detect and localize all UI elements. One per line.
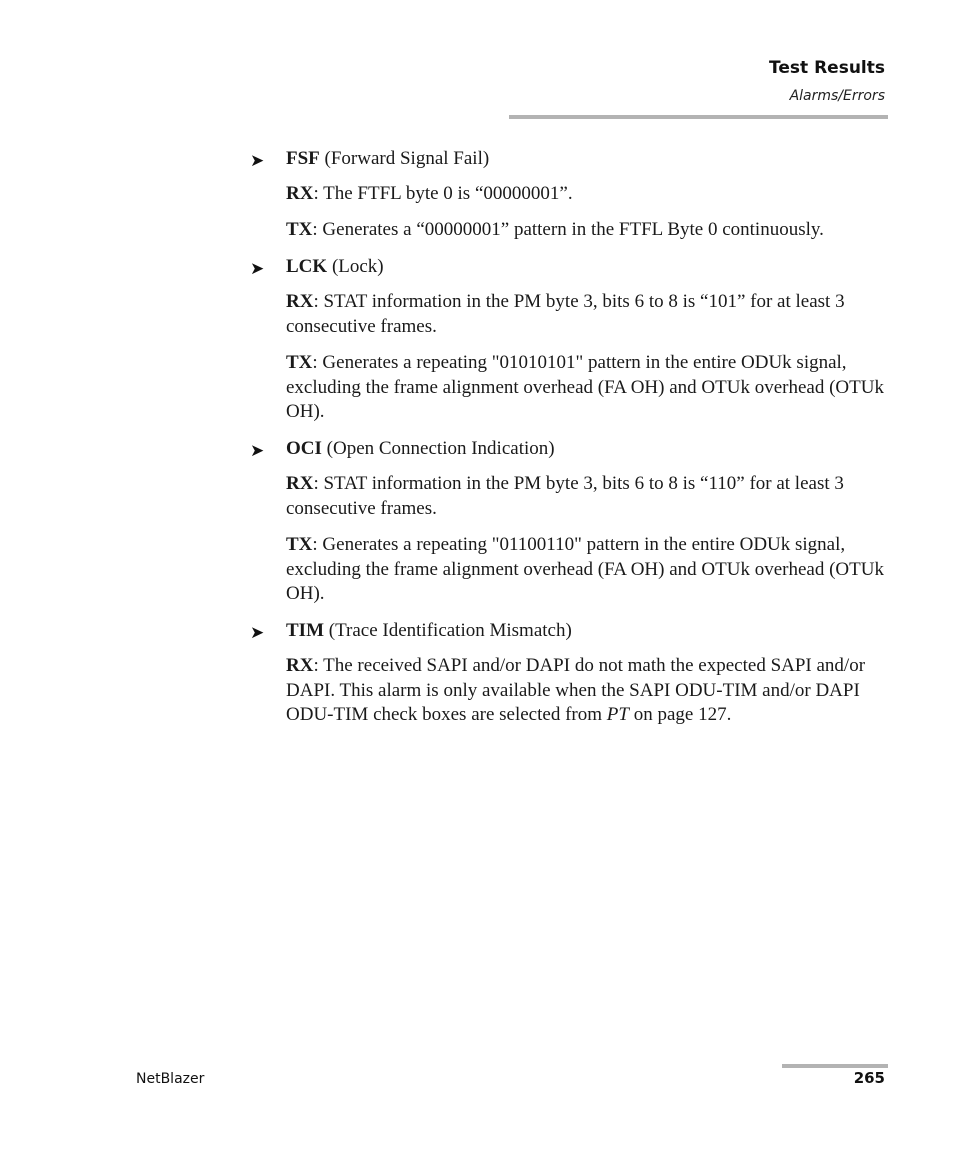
page-number: 265	[853, 1069, 885, 1087]
header-rule	[509, 115, 888, 119]
bullet-arrow-icon: ➤	[250, 151, 265, 170]
item-tx-lck: TX: Generates a repeating "01010101" pattern in the entire ODUk signal, excluding the frame alignment overhead (FA OH) and OTUk overhead (OTUk OH).	[286, 352, 884, 422]
item-rx-tim: RX: The received SAPI and/or DAPI do not math the expected SAPI and/or DAPI. This alarm is only available when the SAPI ODU-TIM and/or DAPI ODU-TIM check boxes are selected from PT on page 127.	[286, 655, 866, 725]
item-heading-tim: TIM (Trace Identification Mismatch)	[286, 620, 572, 641]
footer-rule	[782, 1064, 888, 1068]
running-header-title: Test Results	[769, 58, 885, 78]
item-rx-lck: RX: STAT information in the PM byte 3, bits 6 to 8 is “101” for at least 3 consecutive frames.	[286, 291, 845, 337]
bullet-arrow-icon: ➤	[250, 259, 265, 278]
item-tx-oci: TX: Generates a repeating "01100110" pattern in the entire ODUk signal, excluding the frame alignment overhead (FA OH) and OTUk overhead (OTUk OH).	[286, 534, 884, 604]
bullet-arrow-icon: ➤	[250, 441, 265, 460]
item-rx-fsf: RX: The FTFL byte 0 is “00000001”.	[286, 183, 573, 204]
item-tx-fsf: TX: Generates a “00000001” pattern in the FTFL Byte 0 continuously.	[286, 219, 824, 240]
item-heading-oci: OCI (Open Connection Indication)	[286, 438, 555, 459]
item-rx-oci: RX: STAT information in the PM byte 3, bits 6 to 8 is “110” for at least 3 consecutive frames.	[286, 473, 844, 519]
footer-product-name: NetBlazer	[136, 1071, 205, 1087]
item-heading-lck: LCK (Lock)	[286, 256, 384, 277]
running-header-subtitle: Alarms/Errors	[789, 88, 885, 104]
pt-cross-reference-link[interactable]: PT	[606, 704, 629, 725]
item-heading-fsf: FSF (Forward Signal Fail)	[286, 148, 490, 169]
bullet-arrow-icon: ➤	[250, 623, 265, 642]
